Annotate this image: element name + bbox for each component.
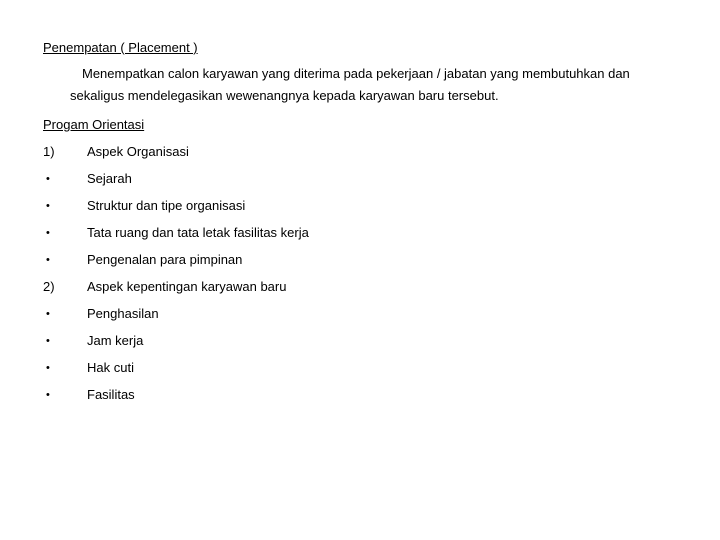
list-number: 1) [43,144,55,159]
paragraph-line-1: Menempatkan calon karyawan yang diterima pada pekerjaan / jabatan yang membutuhkan dan [82,66,630,81]
heading-orientasi: Progam Orientasi [43,117,145,132]
bullet-icon: • [46,335,50,347]
list-number: 2) [43,279,55,294]
paragraph-line-2: sekaligus mendelegasikan wewenangnya kepada karyawan baru tersebut. [70,88,499,103]
bullet-icon: • [46,173,50,185]
list-item-text: Penghasilan [87,306,159,321]
list-item-text: Pengenalan para pimpinan [87,252,243,267]
bullet-icon: • [46,254,50,266]
placement-paragraph [70,63,690,107]
list-item-text: Aspek Organisasi [87,144,189,159]
heading-penempatan: Penempatan ( Placement ) [43,40,198,55]
list-item-text: Hak cuti [87,360,134,375]
bullet-icon: • [46,308,50,320]
bullet-icon: • [46,362,50,374]
bullet-icon: • [46,389,50,401]
list-item-text: Jam kerja [87,333,144,348]
list-item-text: Aspek kepentingan karyawan baru [87,279,287,294]
list-item-text: Fasilitas [87,387,135,402]
list-item-text: Sejarah [87,171,132,186]
list-item-text: Tata ruang dan tata letak fasilitas kerja [87,225,309,240]
bullet-icon: • [46,200,50,212]
bullet-icon: • [46,227,50,239]
list-item-text: Struktur dan tipe organisasi [87,198,246,213]
